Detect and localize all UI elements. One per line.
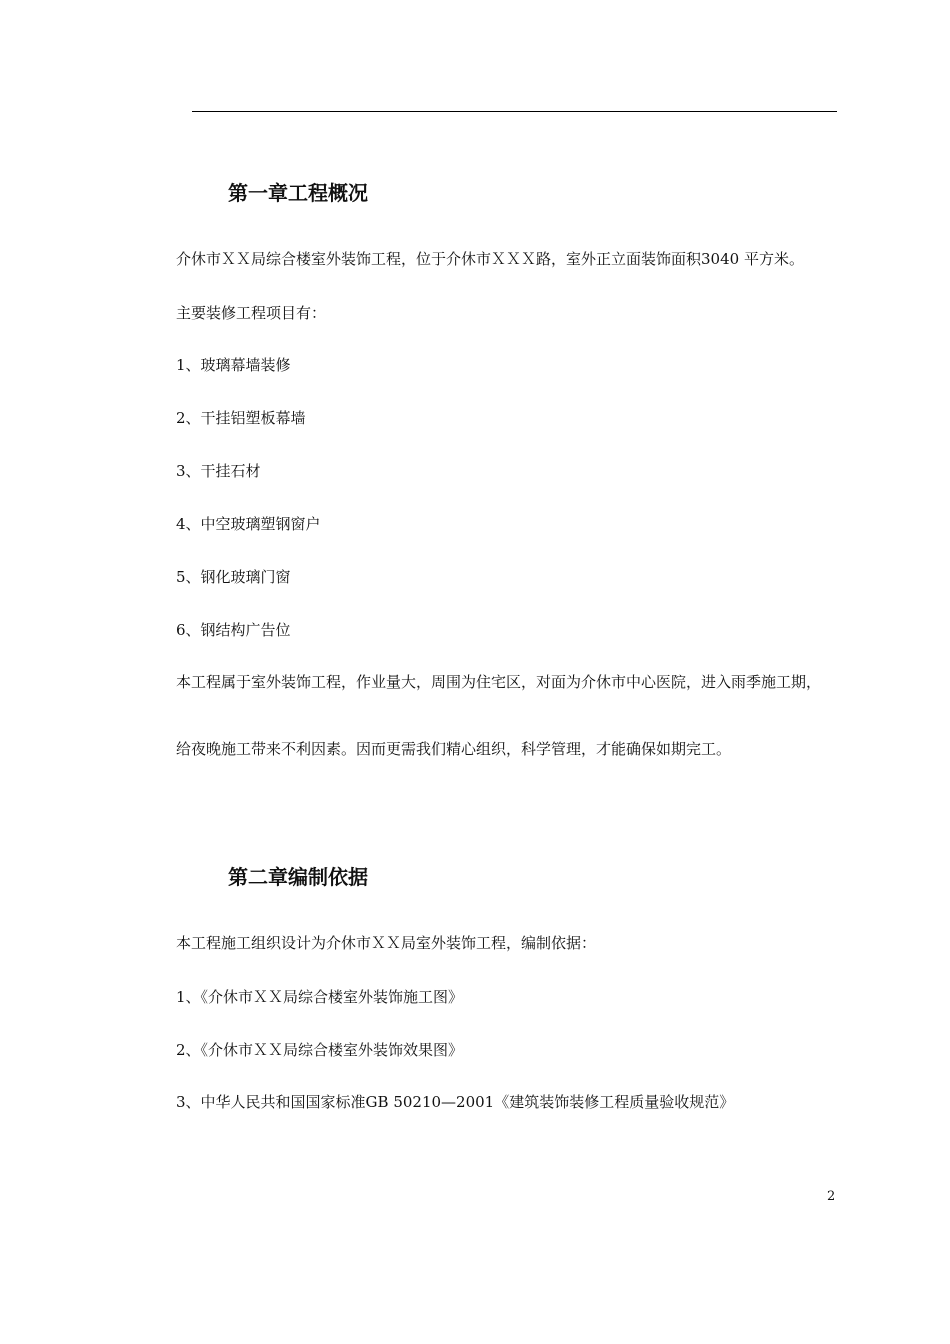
chapter-1-summary-line-2: 给夜晚施工带来不利因素。因而更需我们精心组织，科学管理，才能确保如期完工。 <box>176 740 732 758</box>
chapter-1-summary-line-1: 本工程属于室外装饰工程，作业量大，周围为住宅区，对面为介休市中心医院，进入雨季施工期， <box>176 673 822 691</box>
chapter-1-title: 第一章工程概况 <box>228 181 368 205</box>
project-item: 6、钢结构广告位 <box>176 621 291 639</box>
project-item: 2、干挂铝塑板幕墙 <box>176 409 306 427</box>
header-rule <box>192 111 837 112</box>
chapter-2-intro: 本工程施工组织设计为介休市ＸＸ局室外装饰工程，编制依据： <box>176 934 597 952</box>
page-number: 2 <box>827 1189 836 1204</box>
basis-item: 3、中华人民共和国国家标准GB 50210—2001《建筑装饰装修工程质量验收规范》 <box>176 1093 735 1111</box>
chapter-2-title: 第二章编制依据 <box>228 865 368 889</box>
items-heading: 主要装修工程项目有： <box>176 304 327 322</box>
project-item: 5、钢化玻璃门窗 <box>176 568 291 586</box>
project-item: 3、干挂石材 <box>176 462 261 480</box>
basis-item: 1、《介休市ＸＸ局综合楼室外装饰施工图》 <box>176 988 464 1006</box>
project-item: 1、玻璃幕墙装修 <box>176 356 291 374</box>
chapter-1-intro: 介休市ＸＸ局综合楼室外装饰工程，位于介休市ＸＸＸ路，室外正立面装饰面积3040 平方米。 <box>176 250 804 268</box>
project-item: 4、中空玻璃塑钢窗户 <box>176 515 321 533</box>
basis-item: 2、《介休市ＸＸ局综合楼室外装饰效果图》 <box>176 1041 464 1059</box>
